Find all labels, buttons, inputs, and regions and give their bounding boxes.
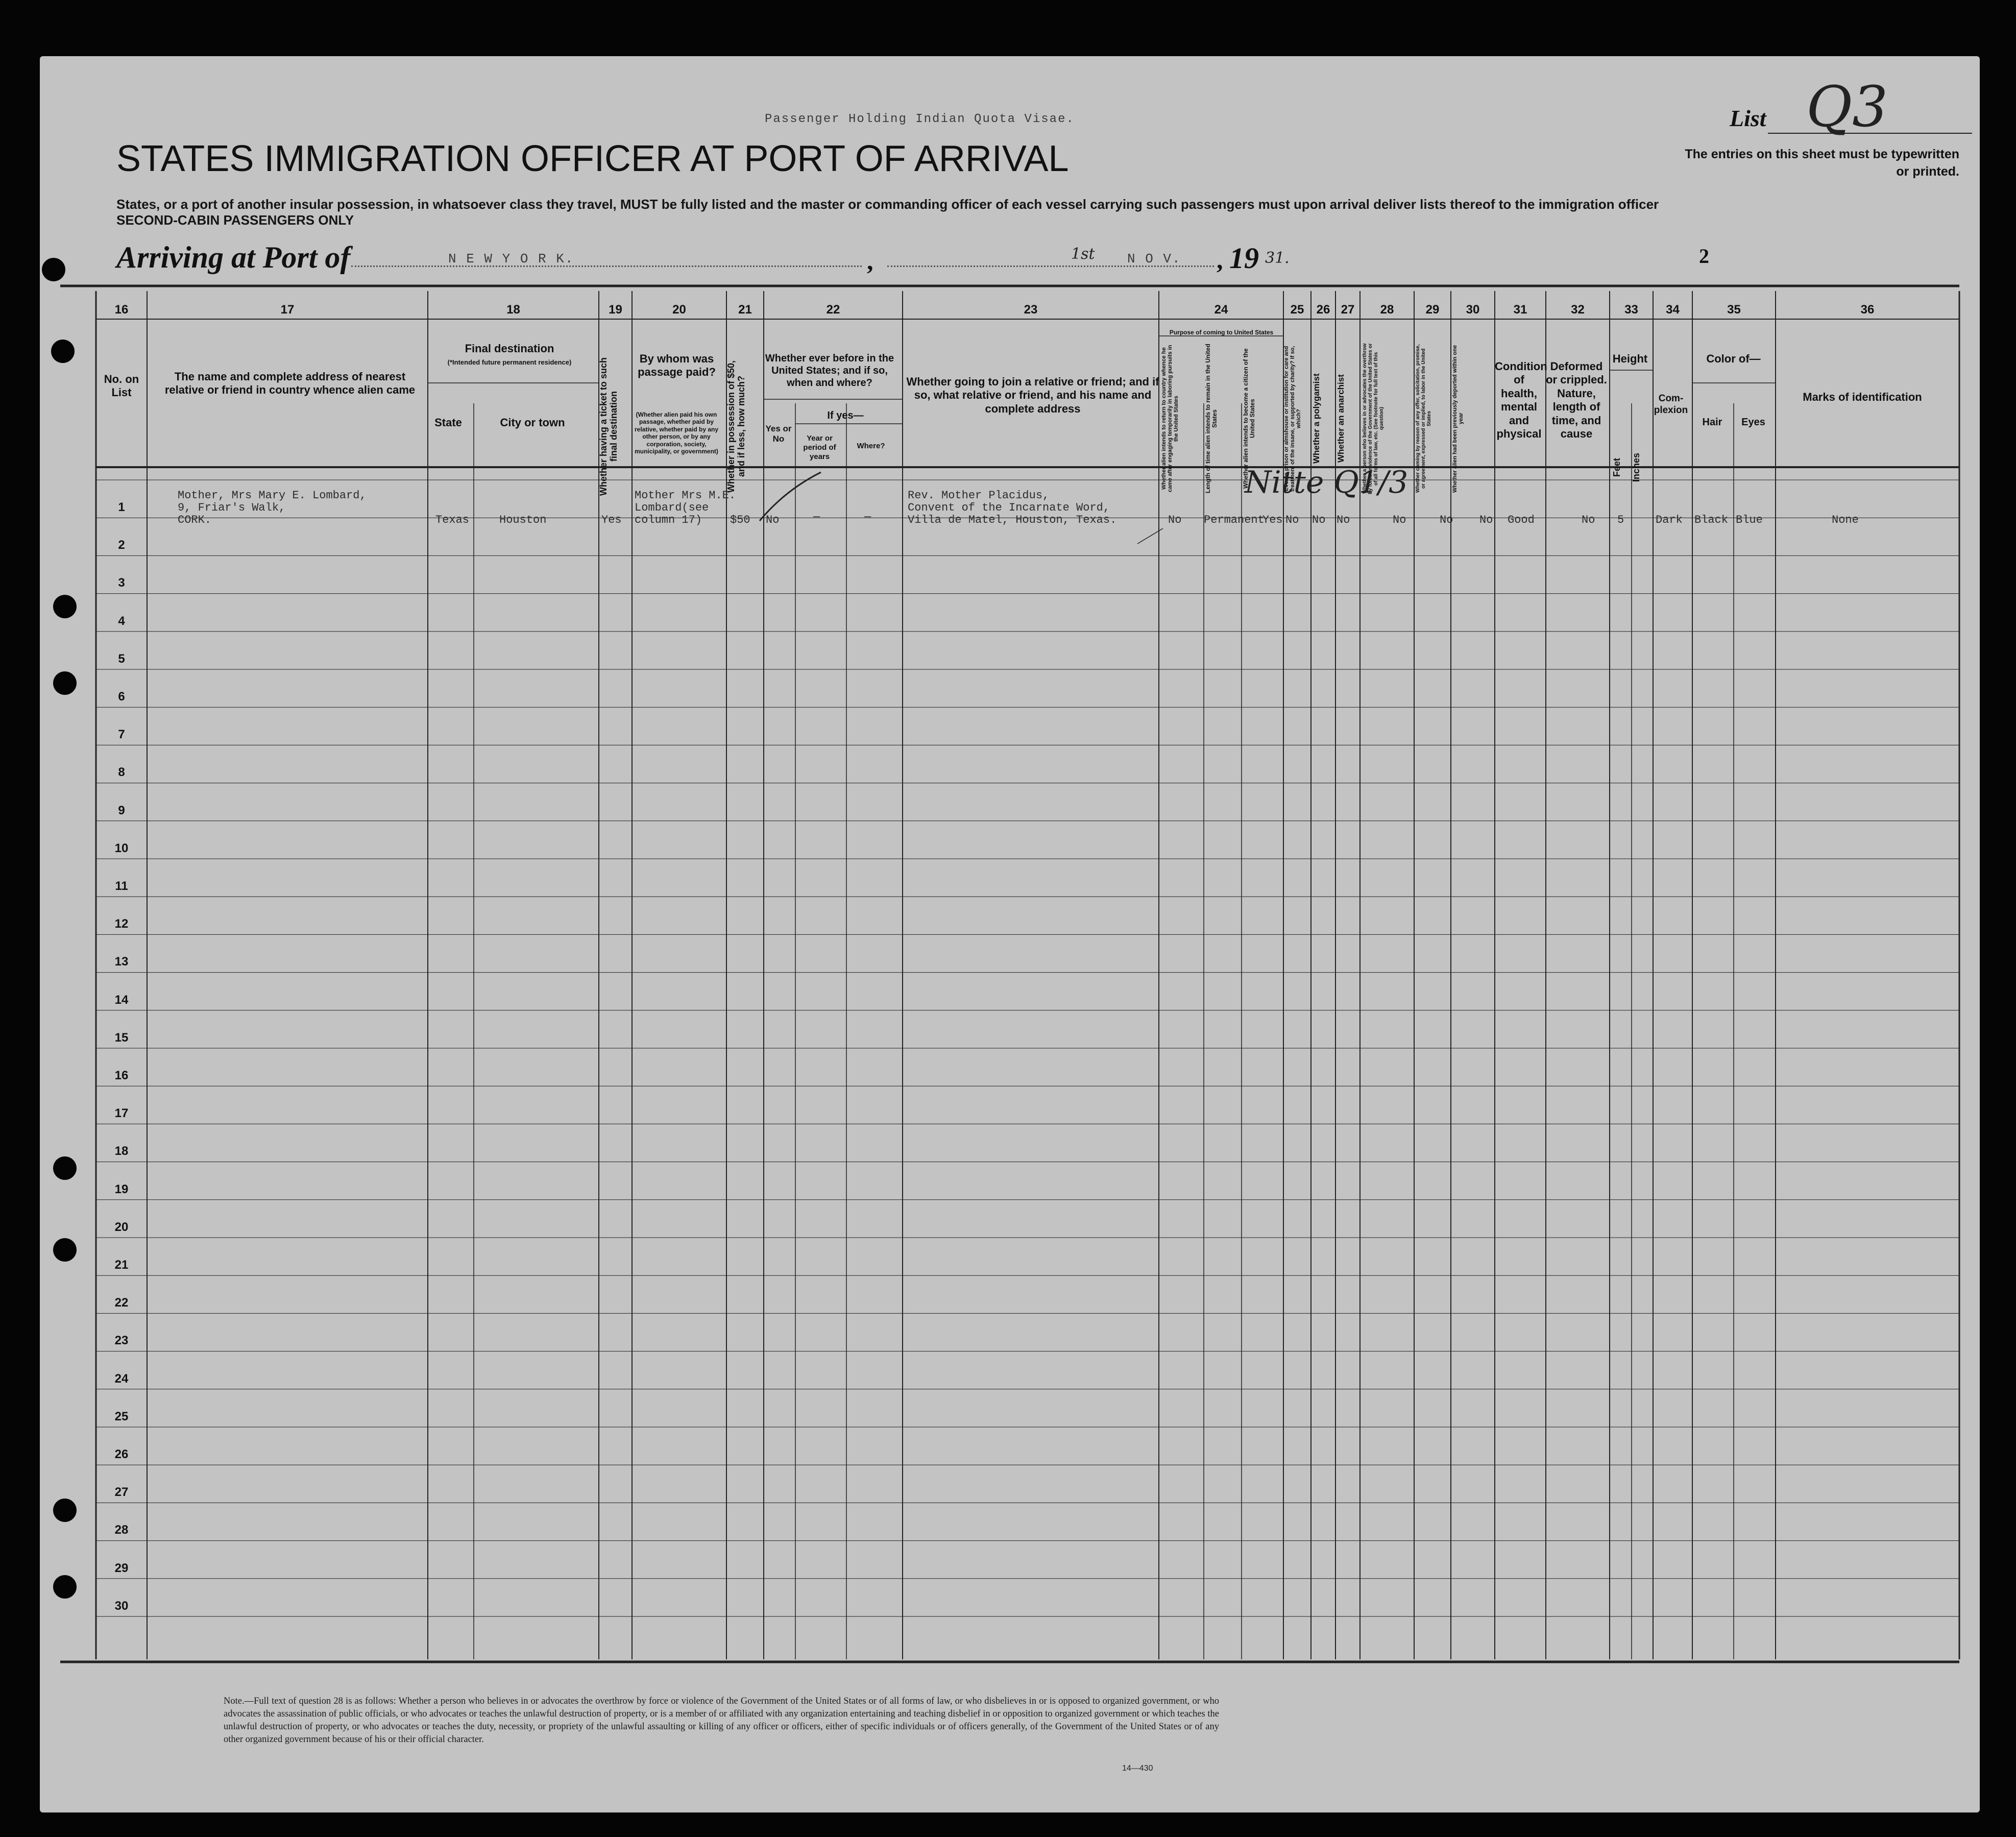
instruction-line-1: States, or a port of another insular possession, in whatsoever class they travel, MUST be fully listed and the master or commanding officer of each vessel carrying such passengers must upon arrival deliver lists thereof to the immigration officer	[116, 197, 1659, 212]
header-health: Condition of health, mental and physical	[1495, 360, 1547, 440]
column-number: 28	[1380, 303, 1394, 317]
list-number: Q3	[1806, 74, 1888, 139]
row-number: 15	[114, 1030, 129, 1045]
header-prison: Ever in prison or almshouse or institution for care and treatment of the insane, or supported by charity? If so, which?	[1283, 346, 1302, 492]
hair-value: Black	[1694, 514, 1729, 526]
relative-line-3: CORK.	[178, 514, 212, 526]
header-color-of: Color of—	[1706, 352, 1761, 365]
column-number: 17	[280, 303, 295, 317]
footnote: Note.—Full text of question 28 is as follows: Whether a person who believes in or advocates the overthrow by force or violence of the Government of the United States or of all forms of law, or who disbelieves in or is opposed to organized government, or who advocates the assassination of public officials, or who advocates or teaches the unlawful destruction of property, or is a member of or affiliated with any organization entertaining and teaching disbelief in or opposition to organized government or which teaches the unlawful destruction of property, or who advocates or teaches the duty, necessity, or propriety of the unlawful assaulting or killing of any officer or officers, either of specific individuals or of officers generally, of the Government of the United States or of any other organized government because of his or their official character.	[224, 1696, 1219, 1745]
column-number: 20	[672, 303, 686, 317]
column-number: 18	[506, 303, 520, 317]
date-day: 1st	[1071, 245, 1095, 263]
list-underline	[1768, 133, 1972, 134]
row-number: 3	[118, 576, 125, 590]
row-number: 4	[118, 614, 125, 628]
year-prefix: 19	[1229, 241, 1259, 275]
marks-value: None	[1832, 514, 1859, 526]
header-ticket: Whether having a ticket to such final destination	[598, 357, 619, 496]
entries-note: The entries on this sheet must be typewritten or printed.	[1685, 147, 1959, 179]
row-number: 5	[118, 651, 125, 666]
relative-line-1: Mother, Mrs Mary E. Lombard,	[178, 489, 367, 502]
row-number: 1	[118, 500, 125, 514]
binder-hole	[53, 1575, 77, 1599]
joining-line-1: Rev. Mother Placidus,	[908, 489, 1050, 502]
row-number: 18	[114, 1144, 129, 1158]
header-nearest-relative: The name and complete address of nearest relative or friend in country whence alien came	[164, 370, 416, 397]
column-number: 31	[1513, 303, 1527, 317]
header-no-on-list: No. on List	[104, 373, 139, 399]
row-number: 7	[118, 728, 125, 742]
port-comma: ,	[867, 247, 873, 275]
row-number: 20	[114, 1220, 129, 1234]
header-deported: Whether alien had been previously deported within one year	[1452, 345, 1465, 493]
header-feet: Feet	[1612, 457, 1622, 477]
row-number: 25	[114, 1409, 129, 1423]
row-number: 30	[114, 1599, 129, 1613]
header-where: Where?	[857, 442, 885, 450]
length-of-stay-value: Permanent	[1204, 514, 1265, 526]
port-value: N E W Y O R K.	[448, 251, 574, 267]
header-height: Height	[1612, 352, 1648, 365]
column-number: 29	[1425, 303, 1440, 317]
header-labor-offer: Whether coming by reason of any offer, solicitation, promise, or agreement, expressed or implied, to labor in the United States	[1415, 344, 1432, 493]
row-number: 19	[114, 1182, 129, 1196]
binder-hole	[51, 340, 75, 363]
binder-hole	[53, 1498, 77, 1522]
row-number: 29	[114, 1561, 129, 1575]
column-number: 24	[1214, 303, 1228, 317]
header-hair: Hair	[1702, 417, 1722, 428]
eyes-value: Blue	[1736, 514, 1763, 526]
row-number: 6	[118, 690, 125, 704]
header-citizen-intent: Whether alien intends to become a citizen of the United States	[1242, 348, 1256, 489]
header-deformed: Deformed or crippled. Nature, length of time, and cause	[1546, 360, 1607, 440]
visa-line: Passenger Holding Indian Quota Visae.	[765, 112, 1075, 126]
row-number: 26	[114, 1447, 129, 1461]
row-number: 11	[115, 879, 128, 893]
header-complexion: Com- plexion	[1654, 393, 1688, 416]
joining-line-3: Villa de Matel, Houston, Texas.	[908, 514, 1117, 526]
page-title: STATES IMMIGRATION OFFICER AT PORT OF ARRIVAL	[116, 138, 1069, 179]
row-number: 23	[114, 1334, 129, 1348]
row-number: 8	[118, 765, 125, 780]
header-before-in-us: Whether ever before in the United States; and if so, when and where?	[765, 353, 894, 389]
ruled-grid	[40, 56, 1980, 1812]
row-number: 12	[114, 917, 129, 931]
row-number: 27	[114, 1485, 129, 1500]
header-fifty-dollars: Whether in possession of $50, and if less, how much?	[726, 360, 746, 493]
row-number: 9	[118, 803, 125, 817]
row-number: 28	[114, 1523, 129, 1537]
header-eyes: Eyes	[1741, 417, 1765, 428]
column-number: 32	[1571, 303, 1585, 317]
page-number: 2	[1699, 245, 1709, 268]
citizen-value: Yes	[1262, 514, 1283, 526]
header-length-of-stay: Length of time alien intends to remain in the United States	[1204, 344, 1219, 494]
instruction-line-2: SECOND-CABIN PASSENGERS ONLY	[116, 212, 354, 228]
header-marks: Marks of identification	[1803, 391, 1922, 403]
column-number: 30	[1466, 303, 1480, 317]
return-intent-value: No	[1168, 514, 1182, 526]
paid-by-line-2: Lombard(see	[635, 501, 709, 514]
ticket-value: Yes	[601, 514, 622, 526]
column-number: 22	[826, 303, 840, 317]
money-value: $50	[730, 514, 750, 526]
labor-offer-value: No	[1440, 514, 1453, 526]
deported-value: No	[1479, 514, 1493, 526]
feet-value: 5	[1617, 514, 1624, 526]
year-suffix: 31.	[1265, 249, 1290, 267]
column-number: 16	[114, 303, 129, 317]
column-number: 21	[738, 303, 752, 317]
row-number: 2	[118, 538, 125, 552]
date-comma: ,	[1217, 246, 1223, 274]
row-number: 24	[114, 1371, 129, 1386]
port-dotted-line	[351, 265, 862, 267]
prison-value: No	[1285, 514, 1299, 526]
joining-line-2: Convent of the Incarnate Word,	[908, 501, 1110, 514]
header-joining-relative: Whether going to join a relative or friend; and if so, what relative or friend, and his name and complete address	[906, 375, 1159, 415]
anarchist-value: No	[1337, 514, 1350, 526]
row-number: 13	[114, 955, 129, 969]
column-number: 33	[1624, 303, 1638, 317]
column-number: 27	[1341, 303, 1355, 317]
column-number: 36	[1860, 303, 1875, 317]
paid-by-line-1: Mother Mrs M.E.	[635, 489, 736, 502]
column-number: 35	[1727, 303, 1741, 317]
header-passage-paid-note: (Whether alien paid his own passage, whether paid by relative, whether paid by any other person, or by any corporation, society, municipality, or government)	[634, 411, 719, 455]
overthrow-value: No	[1393, 514, 1406, 526]
before-where-value: —	[864, 511, 871, 523]
before-in-us-value: No	[766, 514, 780, 526]
header-before-yes-no: Yes or No	[765, 424, 792, 444]
row-number: 22	[114, 1296, 129, 1310]
column-number: 26	[1316, 303, 1330, 317]
city-value: Houston	[499, 514, 547, 526]
complexion-value: Dark	[1656, 514, 1683, 526]
manifest-sheet	[40, 56, 1980, 1812]
form-number: 14—430	[1122, 1764, 1153, 1773]
column-number: 19	[609, 303, 622, 317]
before-period-value: —	[813, 511, 820, 523]
column-number: 23	[1024, 303, 1038, 317]
header-polygamist: Whether a polygamist	[1311, 373, 1321, 464]
row-number: 21	[114, 1258, 129, 1272]
binder-hole	[53, 1156, 77, 1180]
binder-hole	[53, 671, 77, 695]
header-if-yes: If yes—	[827, 410, 864, 421]
health-value: Good	[1508, 514, 1535, 526]
header-overthrow: Whether a person who believes in or advocates the overthrow by force or violence of the Government of the United States or of all forms of law, etc. (See footnote for full text of this question)	[1362, 343, 1385, 494]
row-number: 14	[114, 993, 129, 1007]
date-month: N O V.	[1127, 251, 1181, 267]
row-number: 10	[114, 841, 129, 855]
handwritten-check-mark	[755, 470, 826, 526]
column-number: 34	[1666, 303, 1680, 317]
header-state: State	[434, 416, 462, 429]
deformed-value: No	[1582, 514, 1595, 526]
row-number: 17	[114, 1106, 129, 1121]
header-anarchist: Whether an anarchist	[1336, 374, 1346, 463]
header-final-destination: Final destination	[465, 342, 554, 355]
list-label: List	[1730, 105, 1766, 131]
column-number: 25	[1290, 303, 1304, 317]
binder-hole	[53, 1238, 77, 1262]
binder-hole	[53, 595, 77, 618]
header-city: City or town	[500, 416, 565, 429]
paid-by-line-3: column 17)	[635, 514, 702, 526]
handwritten-annotation: Nitte Q1/3	[1245, 465, 1408, 500]
header-passage-paid: By whom was passage paid?	[638, 352, 716, 379]
header-purpose: Purpose of coming to United States	[1169, 329, 1274, 336]
row-number: 16	[114, 1069, 129, 1082]
header-return-intent: Whether alien intends to return to country whence he came after engaging temporarily in laboring pursuits in the United States	[1161, 345, 1180, 493]
relative-line-2: 9, Friar's Walk,	[178, 501, 286, 514]
polygamist-value: No	[1312, 514, 1326, 526]
binder-hole	[42, 258, 65, 281]
header-inches: Inches	[1631, 452, 1641, 482]
port-label: Arriving at Port of	[116, 240, 351, 274]
state-value: Texas	[435, 514, 470, 526]
header-period-of-years: Year or period of years	[803, 434, 836, 461]
header-final-destination-note: (*Intended future permanent residence)	[447, 358, 572, 366]
